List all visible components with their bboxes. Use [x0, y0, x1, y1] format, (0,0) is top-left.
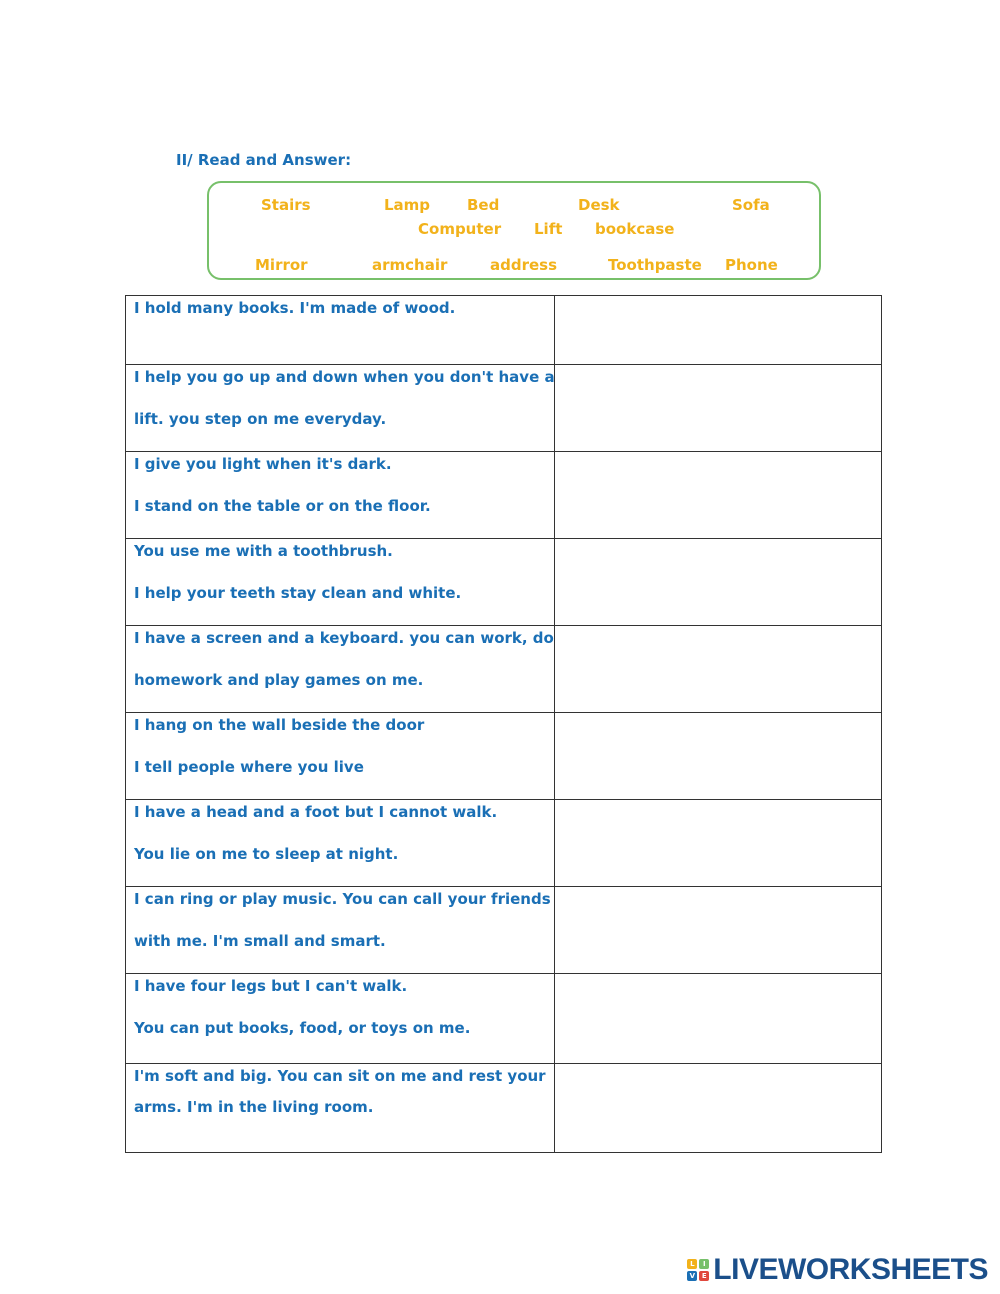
table-row [126, 1064, 882, 1153]
word-armchair: armchair [372, 256, 448, 274]
word-phone: Phone [725, 256, 778, 274]
clue-line: I have a head and a foot but I cannot walk. [134, 803, 498, 821]
clue-line: arms. I'm in the living room. [134, 1098, 374, 1116]
word-bookcase: bookcase [595, 220, 675, 238]
clue-line: You can put books, food, or toys on me. [134, 1019, 471, 1037]
logo-block-i: I [699, 1259, 709, 1269]
answer-cell[interactable] [555, 539, 882, 626]
word-stairs: Stairs [261, 196, 311, 214]
word-computer: Computer [418, 220, 502, 238]
clue-cell [126, 887, 555, 974]
clue-line: I hold many books. I'm made of wood. [134, 299, 456, 317]
clue-cell [126, 365, 555, 452]
clue-line: I hang on the wall beside the door [134, 716, 425, 734]
answer-cell[interactable] [555, 713, 882, 800]
logo-text: LIVEWORKSHEETS [713, 1253, 988, 1286]
word-bank-box [207, 181, 821, 280]
table-row [126, 365, 882, 452]
clue-line: with me. I'm small and smart. [134, 932, 386, 950]
section-title: II/ Read and Answer: [176, 151, 352, 169]
answer-cell[interactable] [555, 365, 882, 452]
table-row [126, 296, 882, 365]
clue-cell [126, 713, 555, 800]
clue-line: I give you light when it's dark. [134, 455, 392, 473]
clue-line: You use me with a toothbrush. [134, 542, 393, 560]
clue-line: I tell people where you live [134, 758, 364, 776]
clue-line: I stand on the table or on the floor. [134, 497, 431, 515]
table-row [126, 452, 882, 539]
clue-line: homework and play games on me. [134, 671, 424, 689]
word-mirror: Mirror [255, 256, 308, 274]
clue-cell [126, 539, 555, 626]
logo-block-l: L [687, 1259, 697, 1269]
word-lamp: Lamp [384, 196, 431, 214]
clue-line: You lie on me to sleep at night. [134, 845, 399, 863]
clue-cell [126, 626, 555, 713]
clue-cell [126, 800, 555, 887]
answer-cell[interactable] [555, 626, 882, 713]
word-desk: Desk [578, 196, 620, 214]
answer-cell[interactable] [555, 452, 882, 539]
clue-cell [126, 974, 555, 1064]
clue-line: I have four legs but I can't walk. [134, 977, 408, 995]
answer-cell[interactable] [555, 887, 882, 974]
clue-cell [126, 296, 555, 365]
answer-cell[interactable] [555, 800, 882, 887]
clue-line: I help you go up and down when you don't have a [134, 368, 555, 386]
word-address: address [490, 256, 558, 274]
word-bed: Bed [467, 196, 500, 214]
table-row [126, 800, 882, 887]
clue-line: I have a screen and a keyboard. you can work, do [134, 629, 554, 647]
riddle-table [125, 295, 882, 1153]
clue-cell [126, 452, 555, 539]
answer-cell[interactable] [555, 296, 882, 365]
word-lift: Lift [534, 220, 563, 238]
answer-cell[interactable] [555, 974, 882, 1064]
clue-cell [126, 1064, 555, 1153]
clue-line: I help your teeth stay clean and white. [134, 584, 462, 602]
clue-line: I can ring or play music. You can call your friends [134, 890, 551, 908]
clue-line: lift. you step on me everyday. [134, 410, 387, 428]
clue-line: I'm soft and big. You can sit on me and rest your [134, 1067, 546, 1085]
answer-cell[interactable] [555, 1064, 882, 1153]
logo-blocks-icon [687, 1259, 709, 1281]
table-row [126, 974, 882, 1064]
logo-block-v: V [687, 1271, 697, 1281]
table-row [126, 539, 882, 626]
word-toothpaste: Toothpaste [608, 256, 702, 274]
table-row [126, 626, 882, 713]
logo-block-e: E [699, 1271, 709, 1281]
liveworksheets-logo [687, 1255, 988, 1285]
table-row [126, 713, 882, 800]
word-sofa: Sofa [732, 196, 770, 214]
table-row [126, 887, 882, 974]
